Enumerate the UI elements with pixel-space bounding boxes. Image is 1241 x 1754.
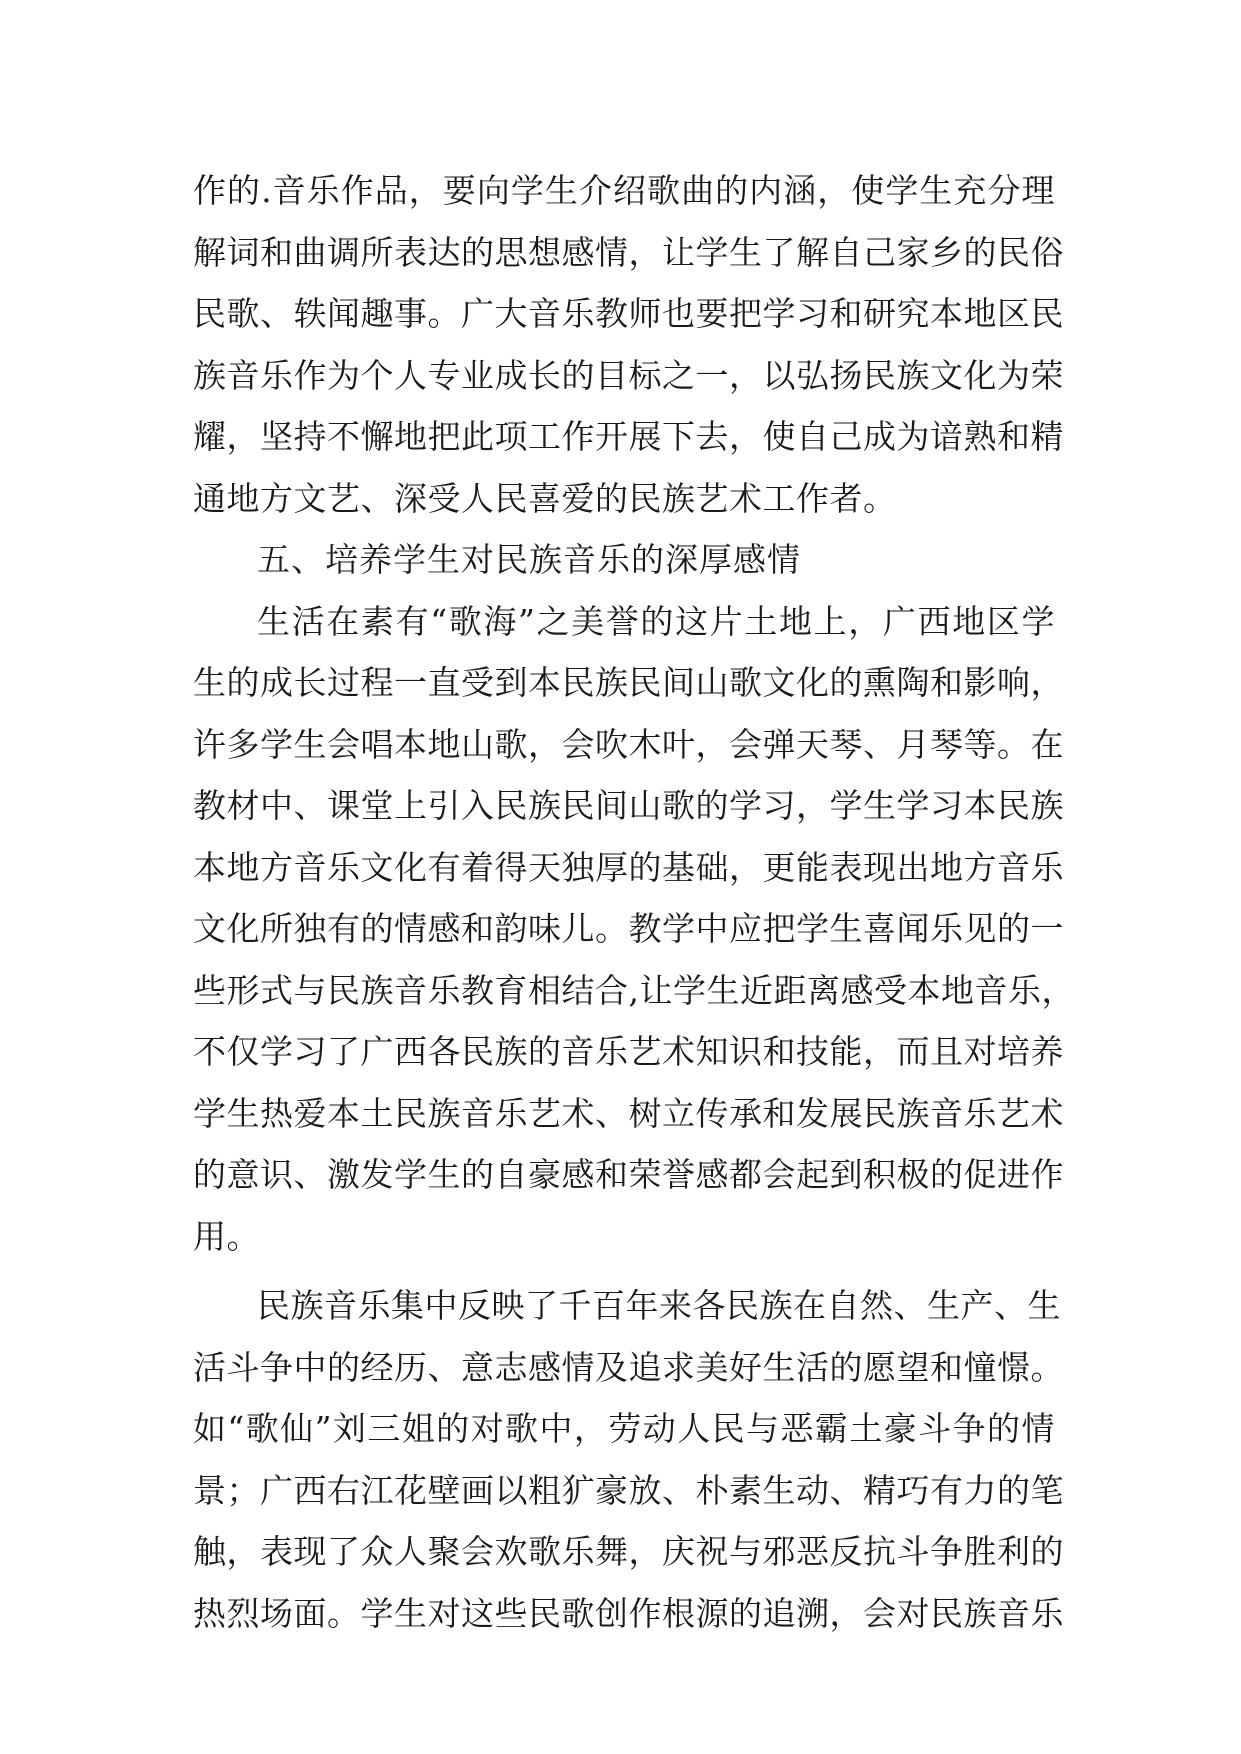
paragraph-gap (193, 1267, 1055, 1275)
document-page (193, 160, 1075, 1644)
section-heading: 五、培养学生对民族音乐的深厚感情 (257, 540, 801, 579)
text-line: 活斗争中的经历、意志感情及追求美好生活的愿望和憧憬。 (193, 1347, 1064, 1387)
text-line: 不仅学习了广西各民族的音乐艺术知识和技能，而且对培养 (193, 1032, 1064, 1071)
text-line: 景；广西右江花壁画以粗犷豪放、朴素生动、精巧有力的笔 (193, 1470, 1064, 1510)
text-line: 作的.音乐作品，要向学生介绍歌曲的内涵，使学生充分理 (193, 171, 1055, 210)
paragraph-1 (193, 160, 1064, 529)
text-line: 用。 (193, 1216, 260, 1256)
text-line: 耀，坚持不懈地把此项工作开展下去，使自己成为谙熟和精 (193, 417, 1064, 456)
text-line: 通地方文艺、深受人民喜爱的民族艺术工作者。 (193, 478, 897, 518)
text-line: 学生热爱本土民族音乐艺术、树立传承和发展民族音乐艺术 (193, 1093, 1064, 1133)
text-line: 如“歌仙”刘三姐的对歌中，劳动人民与恶霸土豪斗争的情 (193, 1409, 1055, 1448)
text-line: 教材中、课堂上引入民族民间山歌的学习，学生学习本民族 (193, 786, 1064, 825)
text-line: 民族音乐集中反映了千百年来各民族在自然、生产、生 (257, 1286, 1061, 1325)
text-line: 的意识、激发学生的自豪感和荣誉感都会起到积极的促进作 (193, 1155, 1064, 1194)
text-line: 触，表现了众人聚会欢歌乐舞，庆祝与邪恶反抗斗争胜利的 (193, 1532, 1064, 1571)
text-line: 些形式与民族音乐教育相结合,让学生近距离感受本地音乐， (193, 970, 1075, 1010)
text-line: 热烈场面。学生对这些民歌创作根源的追溯，会对民族音乐 (193, 1593, 1064, 1633)
text-line: 民歌、轶闻趣事。广大音乐教师也要把学习和研究本地区民 (193, 294, 1064, 333)
text-line: 本地方音乐文化有着得天独厚的基础，更能表现出地方音乐 (193, 847, 1064, 887)
text-line: 生的成长过程一直受到本民族民间山歌文化的熏陶和影响， (193, 663, 1064, 702)
text-line: 族音乐作为个人专业成长的目标之一，以弘扬民族文化为荣 (193, 355, 1064, 395)
paragraph-3 (193, 1275, 1064, 1644)
text-line: 许多学生会唱本地山歌，会吹木叶，会弹天琴、月琴等。在 (193, 724, 1064, 764)
paragraph-2 (193, 591, 1075, 1268)
text-line: 解词和曲调所表达的思想感情，让学生了解自己家乡的民俗 (193, 232, 1064, 272)
text-line: 文化所独有的情感和韵味儿。教学中应把学生喜闻乐见的一 (193, 909, 1064, 948)
text-line: 生活在素有“歌海”之美誉的这片土地上，广西地区学 (257, 601, 1055, 641)
